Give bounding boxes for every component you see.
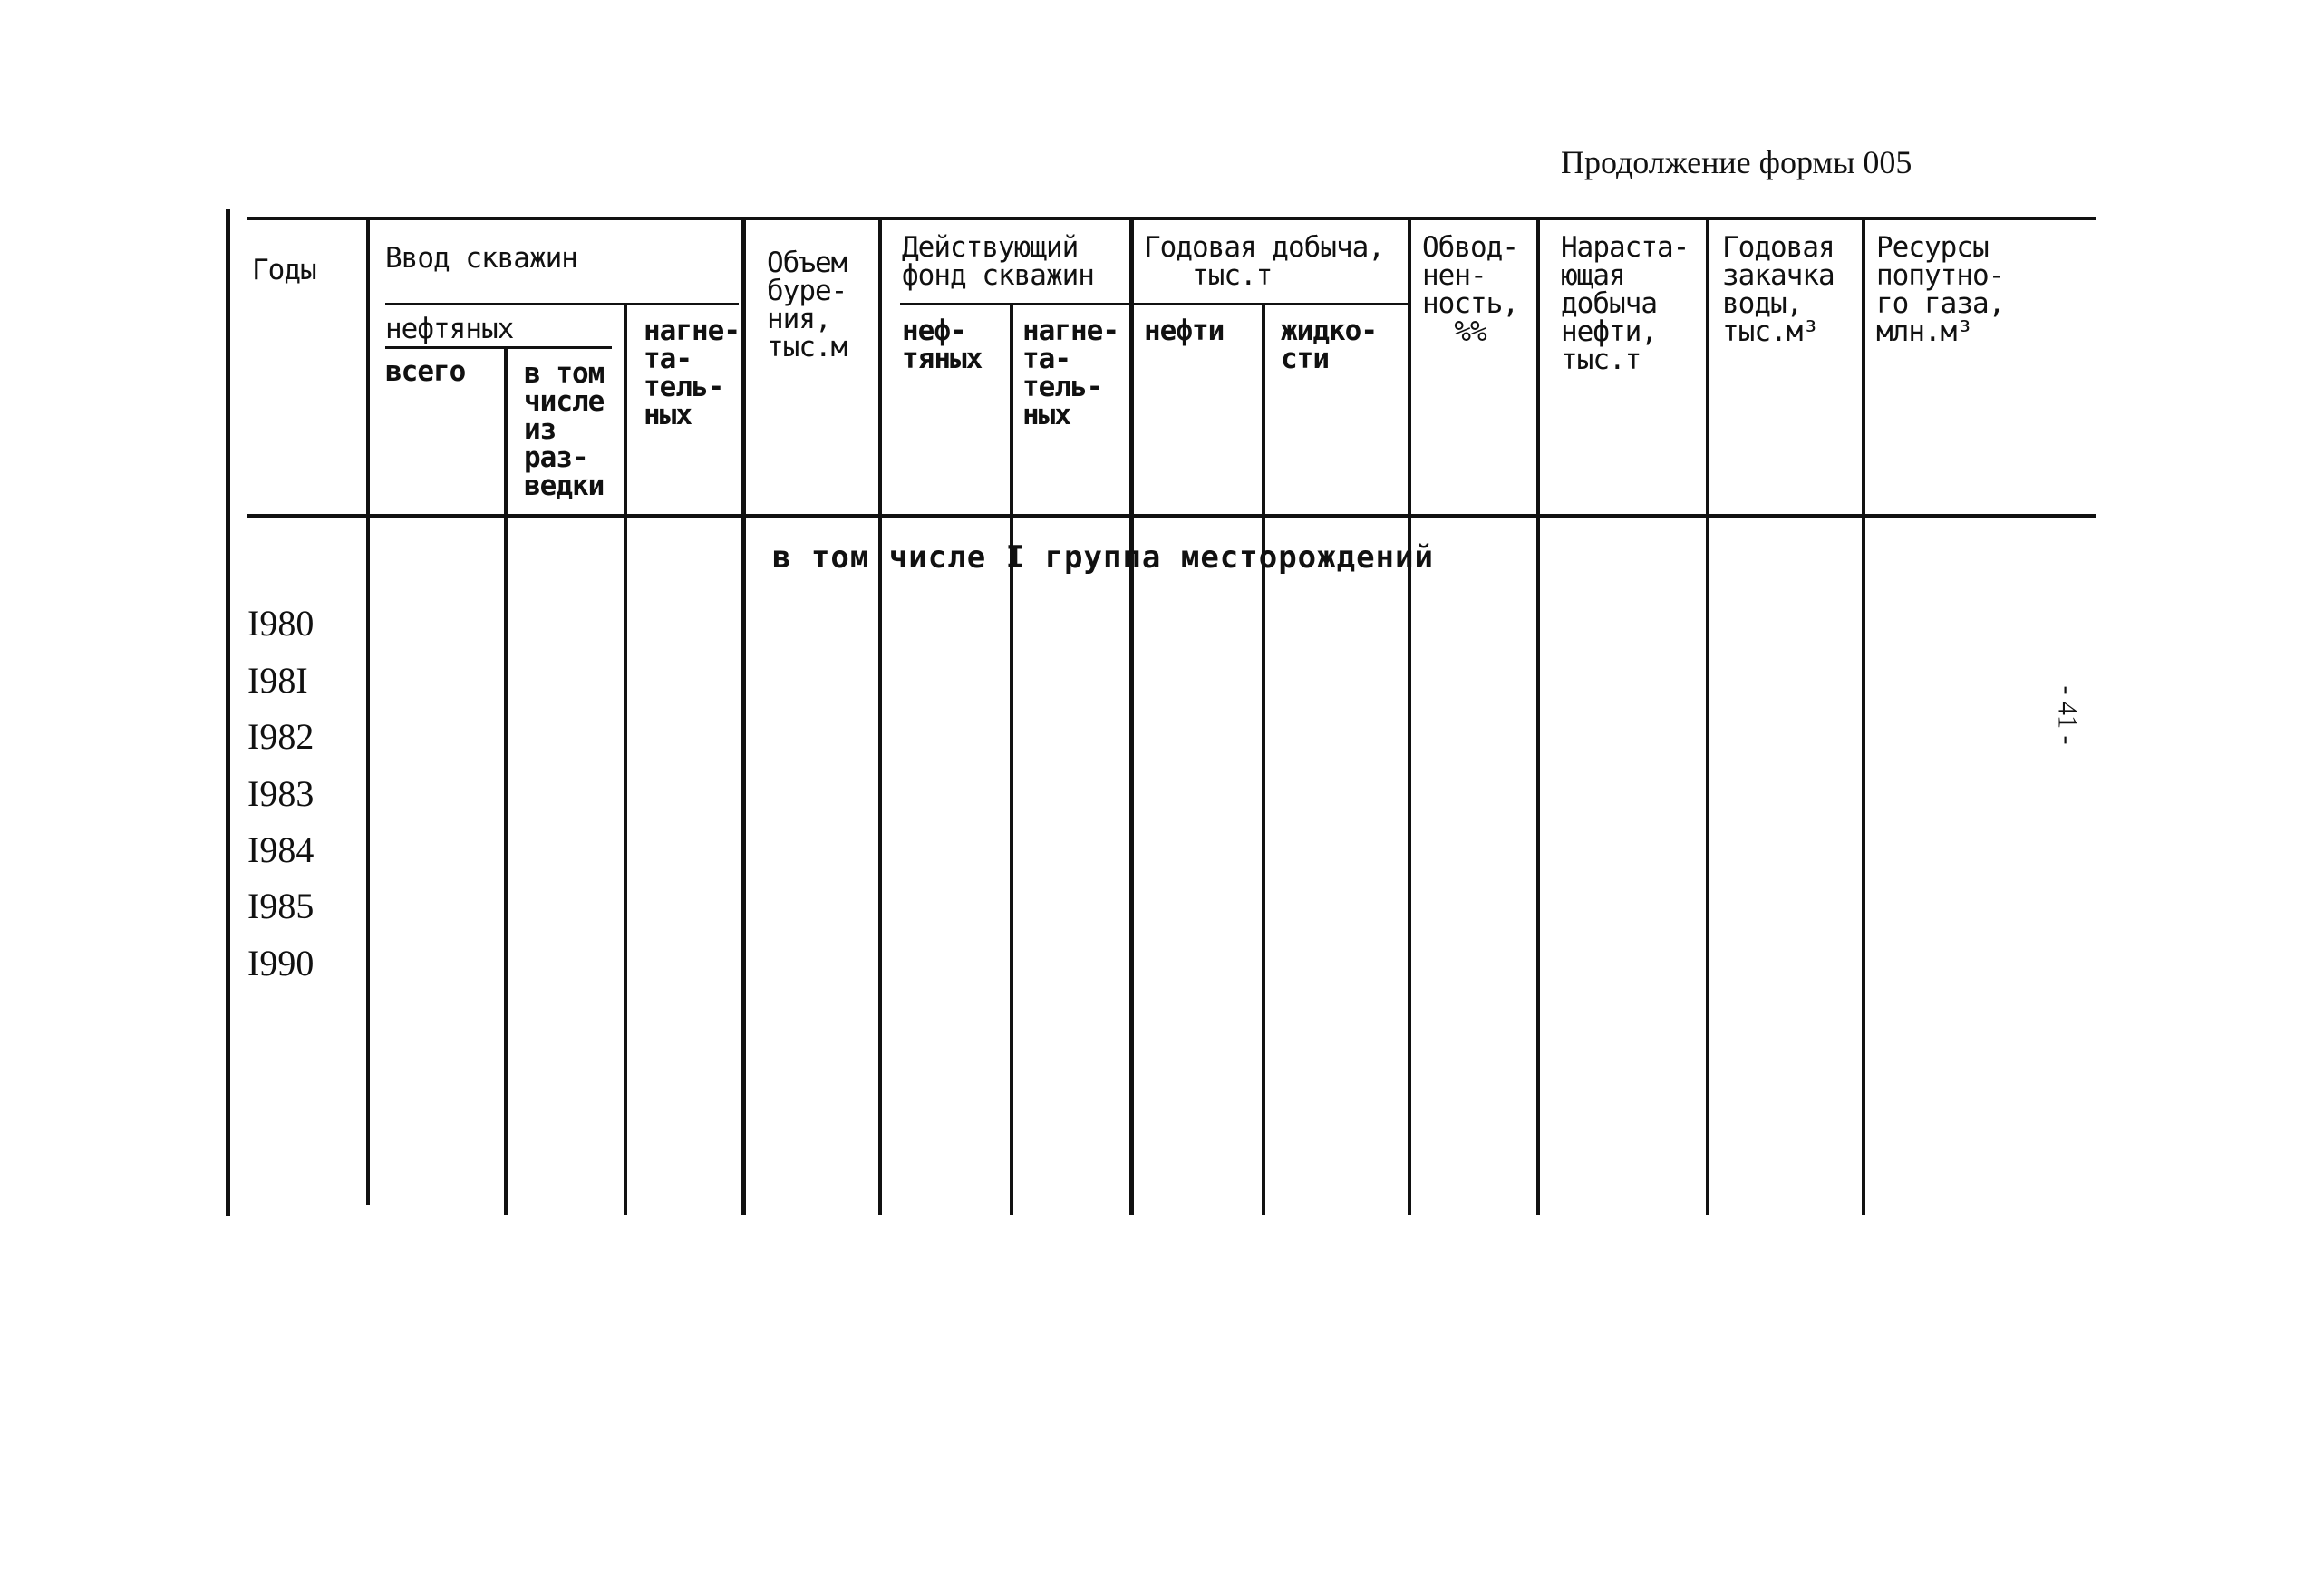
- header-total: всего: [385, 355, 466, 388]
- table-top-rule: [247, 217, 2096, 220]
- header-water-cut: Обвод- нен- ность, %%: [1422, 231, 1518, 348]
- col-divider-3: [624, 303, 627, 1215]
- year-label: I990: [247, 943, 315, 983]
- header-prod-oil: нефти: [1144, 315, 1225, 347]
- header-annual-production: Годовая добыча, тыс.т: [1144, 231, 1384, 292]
- page-number: - 41 -: [2052, 685, 2083, 745]
- col-divider-1: [366, 217, 370, 1205]
- year-label: I985: [247, 886, 315, 926]
- header-active-fund: Действующий фонд скважин: [902, 231, 1094, 292]
- col-divider-8: [1262, 303, 1265, 1215]
- col-divider-4: [741, 217, 746, 1215]
- col-divider-10: [1536, 217, 1540, 1215]
- rule-under-oil: [385, 346, 612, 349]
- header-active-injection: нагне- та- тель- ных: [1022, 315, 1118, 431]
- header-well-input: Ввод скважин: [385, 242, 577, 275]
- year-label: I984: [247, 829, 315, 870]
- year-label: I98I: [247, 660, 308, 701]
- header-oil: нефтяных: [385, 313, 514, 345]
- table-header-rule: [247, 514, 2096, 518]
- header-injection: нагне- та- тель- ных: [644, 315, 740, 431]
- rule-under-well-input: [385, 303, 739, 305]
- form-title: Продолжение формы 005: [1561, 144, 1912, 180]
- col-divider-7: [1129, 217, 1134, 1215]
- table-left-border: [226, 209, 230, 1216]
- col-divider-9: [1408, 217, 1411, 1215]
- year-label: I980: [247, 603, 315, 644]
- rule-under-annual-production: [1133, 303, 1409, 305]
- header-incl-exploration: в том числе из раз- ведки: [524, 357, 605, 502]
- col-divider-2: [504, 349, 508, 1215]
- header-drilling-volume: Объем буре- ния, тыс.м: [767, 247, 847, 363]
- col-divider-11: [1706, 217, 1709, 1215]
- header-active-oil: неф- тяных: [902, 315, 983, 375]
- header-water-injection: Годовая закачка воды, тыс.м³: [1722, 231, 1835, 348]
- rule-under-active-fund: [900, 303, 1132, 305]
- header-cumulative: Нараста- ющая добыча нефти, тыс.т: [1561, 231, 1690, 376]
- header-prod-liquid: жидко- сти: [1281, 315, 1377, 375]
- header-years: Годы: [252, 254, 316, 286]
- col-divider-5: [878, 217, 882, 1215]
- year-label: I982: [247, 716, 315, 757]
- col-divider-6: [1010, 303, 1013, 1215]
- col-divider-12: [1862, 217, 1865, 1215]
- section-label: в том числе I группа месторождений: [772, 539, 1434, 576]
- header-gas-resources: Ресурсы попутно- го газа, млн.м³: [1876, 231, 2005, 348]
- year-label: I983: [247, 773, 315, 814]
